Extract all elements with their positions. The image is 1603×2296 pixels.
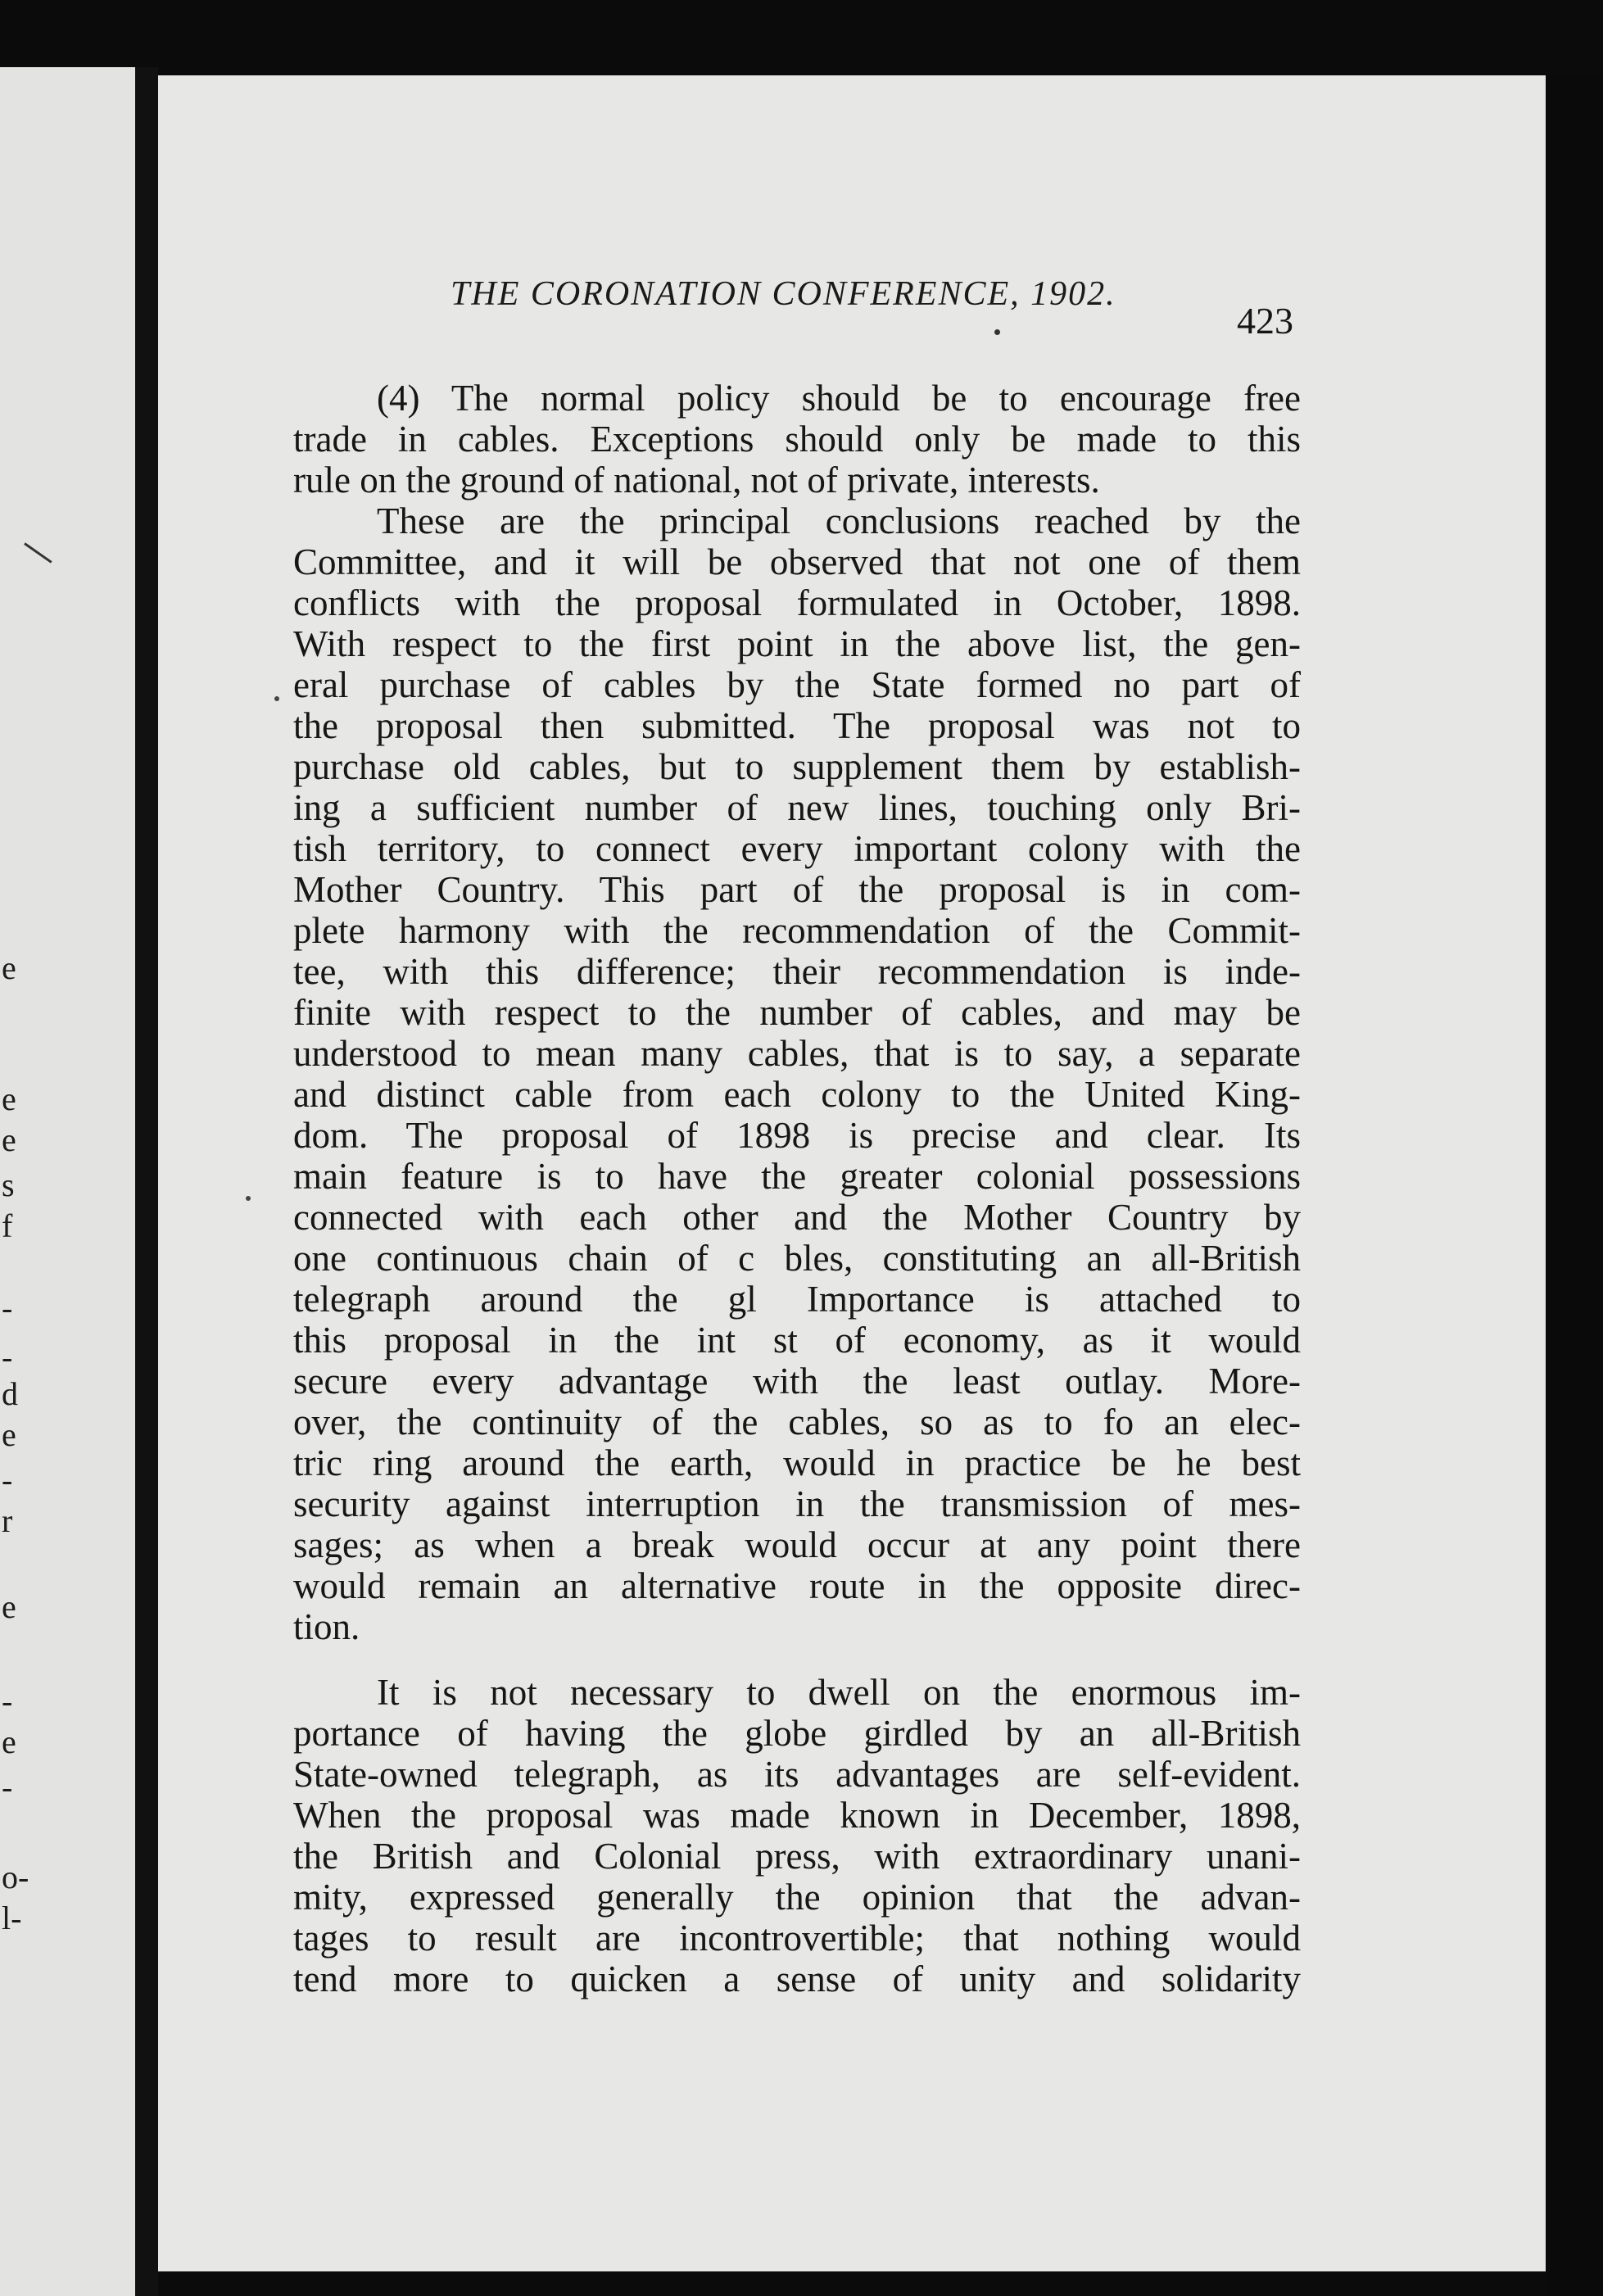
text-line: would remain an alternative route in the opposite direc- <box>293 1565 1301 1606</box>
page-number: 423 <box>1237 300 1293 342</box>
left-page-fragment: f <box>2 1207 13 1244</box>
stray-mark <box>994 329 1000 335</box>
text-line: conflicts with the proposal formulated in October, 1898. <box>293 582 1301 623</box>
left-page-fragment: - <box>2 1682 13 1719</box>
text-line: secure every advantage with the least outlay. More- <box>293 1361 1301 1402</box>
left-page-fragment: e <box>2 1588 16 1625</box>
text-line: tish territory, to connect every important colony with the <box>293 828 1301 869</box>
left-page-fragment: l- <box>2 1900 22 1936</box>
text-line: purchase old cables, but to supplement them by establish- <box>293 746 1301 787</box>
text-line: main feature is to have the greater colonial possessions <box>293 1156 1301 1197</box>
left-page-fragment: e <box>2 1416 16 1453</box>
text-line: over, the continuity of the cables, so as to fo an elec- <box>293 1402 1301 1442</box>
text-line: dom. The proposal of 1898 is precise and clear. Its <box>293 1115 1301 1156</box>
left-page-fragment: - <box>2 1338 13 1375</box>
text-line: Mother Country. This part of the proposal is in com- <box>293 869 1301 910</box>
text-line: portance of having the globe girdled by an all-British <box>293 1713 1301 1754</box>
text-line: plete harmony with the recommendation of the Commit- <box>293 910 1301 951</box>
text-line: understood to mean many cables, that is to say, a separate <box>293 1033 1301 1074</box>
text-line: tages to result are incontrovertible; that nothing would <box>293 1918 1301 1959</box>
left-page-edge <box>0 67 135 2296</box>
text-line: eral purchase of cables by the State formed no part of <box>293 664 1301 705</box>
text-line: finite with respect to the number of cables, and may be <box>293 992 1301 1033</box>
text-line: State-owned telegraph, as its advantages are self-evident. <box>293 1754 1301 1795</box>
text-line: tric ring around the earth, would in practice be he best <box>293 1442 1301 1483</box>
stray-mark <box>246 1196 251 1201</box>
running-head: THE CORONATION CONFERENCE, 1902. <box>451 275 1116 313</box>
right-scan-border <box>1546 75 1603 2296</box>
text-line: sages; as when a break would occur at any point there <box>293 1524 1301 1565</box>
stray-mark <box>274 696 279 701</box>
left-page-fragment: - <box>2 1461 13 1498</box>
text-line: telegraph around the gl Importance is attached to <box>293 1279 1301 1320</box>
text-line: Committee, and it will be observed that not one of them <box>293 541 1301 582</box>
text-line: trade in cables. Exceptions should only be made to this <box>293 419 1301 460</box>
text-line: one continuous chain of c bles, constituting an all-British <box>293 1238 1301 1279</box>
text-line: security against interruption in the transmission of mes- <box>293 1483 1301 1524</box>
left-page-fragment: - <box>2 1768 13 1805</box>
left-page-mark <box>24 542 52 563</box>
text-line: this proposal in the int st of economy, as it would <box>293 1320 1301 1361</box>
left-page-fragment: e <box>2 1121 16 1158</box>
text-line: These are the principal conclusions reached by the <box>377 500 1301 541</box>
text-line: When the proposal was made known in December, 1898, <box>293 1795 1301 1836</box>
text-line: connected with each other and the Mother Country by <box>293 1197 1301 1238</box>
left-page-fragment: - <box>2 1289 13 1326</box>
text-line: the proposal then submitted. The proposal was not to <box>293 705 1301 746</box>
text-line: ing a sufficient number of new lines, touching only Bri- <box>293 787 1301 828</box>
text-line: the British and Colonial press, with extraordinary unani- <box>293 1836 1301 1877</box>
text-line: tion. <box>293 1606 360 1647</box>
left-page-fragment: r <box>2 1502 13 1539</box>
text-line: rule on the ground of national, not of private, interests. <box>293 460 1100 500</box>
left-page-fragment: e <box>2 949 16 986</box>
left-page-fragment: e <box>2 1723 16 1760</box>
text-line: With respect to the first point in the above list, the gen- <box>293 623 1301 664</box>
left-page-fragment: o- <box>2 1859 29 1895</box>
text-line: and distinct cable from each colony to the United King- <box>293 1074 1301 1115</box>
text-line: It is not necessary to dwell on the enormous im- <box>377 1672 1301 1713</box>
text-line: mity, expressed generally the opinion that the advan- <box>293 1877 1301 1918</box>
left-page-fragment: s <box>2 1166 15 1203</box>
left-page-fragment: e <box>2 1080 16 1117</box>
book-gutter <box>135 67 158 2296</box>
text-line: tee, with this difference; their recommendation is inde- <box>293 951 1301 992</box>
text-line: tend more to quicken a sense of unity and solidarity <box>293 1959 1301 1999</box>
text-line: (4) The normal policy should be to encourage free <box>377 378 1301 419</box>
left-page-fragment: d <box>2 1375 18 1412</box>
